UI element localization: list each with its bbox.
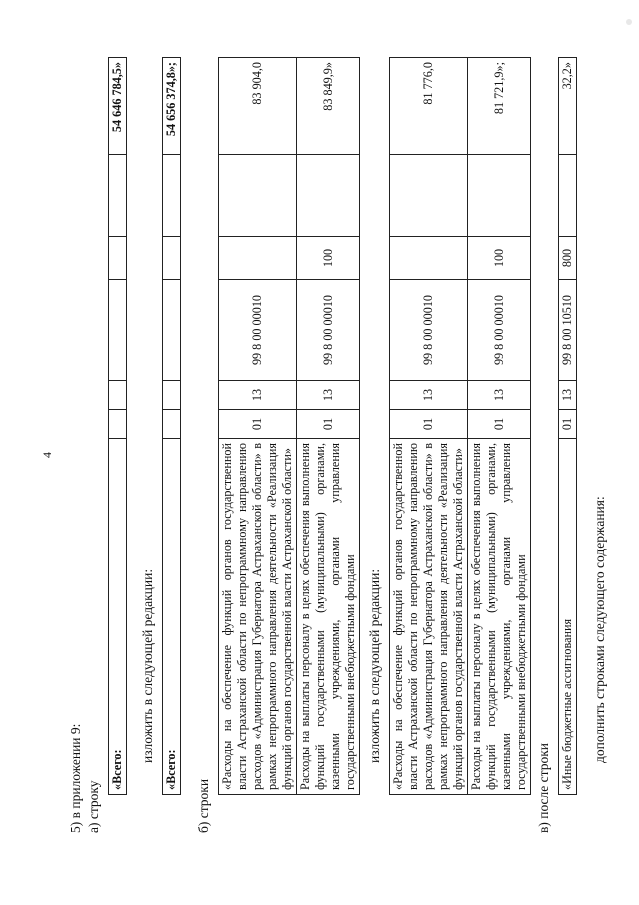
table-rows-b-old (218, 57, 360, 795)
row-amount: 81 721,9»; (468, 58, 531, 155)
row-amount: 83 849,9» (297, 58, 360, 155)
table-row (390, 58, 468, 795)
cell-subsection: 13 (297, 381, 360, 410)
item-5-heading: 5) в приложении 9: (68, 723, 83, 833)
subitem-b-label: б) строки (196, 778, 211, 833)
row-name: «Всего: (109, 439, 127, 795)
cell-subsection: 13 (219, 381, 297, 410)
cell-code (163, 280, 181, 381)
cell-empty (468, 155, 531, 237)
cell-section (163, 410, 181, 439)
cell-vr (163, 237, 181, 280)
cell-code: 99 8 00 00010 (297, 280, 360, 381)
cell-vr (109, 237, 127, 280)
cell-code: 99 8 00 00010 (219, 280, 297, 381)
table-row (163, 58, 181, 795)
table-row-v (558, 57, 577, 795)
cell-section: 01 (390, 410, 468, 439)
table-row (559, 58, 577, 795)
cell-empty (297, 155, 360, 237)
row-name: Расходы на выплаты персоналу в целях обеспечения выполнения функций государственными (муниципальными) органами, казенными учреждениями, органами управления государственными внебюджетными фондами (468, 439, 531, 795)
cell-code: 99 8 00 10510 (559, 280, 577, 381)
cell-vr: 800 (559, 237, 577, 280)
cell-section (109, 410, 127, 439)
cell-subsection: 13 (559, 381, 577, 410)
cell-vr (219, 237, 297, 280)
table-total-old (108, 57, 127, 795)
edition-instruction-1: изложить в следующей редакции: (140, 568, 155, 763)
page-number: 4 (40, 452, 54, 458)
row-amount: 54 656 374,8»; (163, 58, 181, 155)
cell-vr: 100 (297, 237, 360, 280)
cell-subsection (109, 381, 127, 410)
cell-empty (390, 155, 468, 237)
table-rows-b-new (389, 57, 531, 795)
table-row (297, 58, 360, 795)
cell-section: 01 (468, 410, 531, 439)
cell-empty (109, 155, 127, 237)
row-amount: 32,2» (559, 58, 577, 155)
table-row (219, 58, 297, 795)
cell-vr: 100 (468, 237, 531, 280)
scan-mark (626, 19, 632, 25)
subitem-v-label: в) после строки (536, 743, 551, 833)
supplement-instruction: дополнить строками следующего содержания: (592, 496, 607, 763)
cell-section: 01 (219, 410, 297, 439)
row-name: «Всего: (163, 439, 181, 795)
row-name: «Расходы на обеспечение функций органов государственной власти Астраханской области по непрограммному направлению расходов «Администрация Губернатора Астраханской области» в рамках непрограммного направления деятельности «Реализация функций органов государственной власти Астраханской области» (390, 439, 468, 795)
cell-section: 01 (559, 410, 577, 439)
row-amount: 54 646 784,5» (109, 58, 127, 155)
row-amount: 83 904,0 (219, 58, 297, 155)
cell-subsection: 13 (390, 381, 468, 410)
cell-empty (163, 155, 181, 237)
row-name: Расходы на выплаты персоналу в целях обеспечения выполнения функций государственными (муниципальными) органами, казенными учреждениями, органами управления государственными внебюджетными фондами (297, 439, 360, 795)
cell-code: 99 8 00 00010 (390, 280, 468, 381)
cell-subsection (163, 381, 181, 410)
cell-section: 01 (297, 410, 360, 439)
cell-subsection: 13 (468, 381, 531, 410)
cell-empty (219, 155, 297, 237)
table-total-new (162, 57, 181, 795)
cell-empty (559, 155, 577, 237)
row-amount: 81 776,0 (390, 58, 468, 155)
table-row (468, 58, 531, 795)
subitem-a-label: а) строку (86, 780, 101, 833)
edition-instruction-2: изложить в следующей редакции: (367, 568, 382, 763)
cell-vr (390, 237, 468, 280)
cell-code: 99 8 00 00010 (468, 280, 531, 381)
row-name: «Расходы на обеспечение функций органов государственной власти Астраханской области по непрограммному направлению расходов «Администрация Губернатора Астраханской области» в рамках непрограммного направления деятельности «Реализация функций органов государственной власти Астраханской области» (219, 439, 297, 795)
row-name: «Иные бюджетные ассигнования (559, 439, 577, 795)
cell-code (109, 280, 127, 381)
table-row (109, 58, 127, 795)
